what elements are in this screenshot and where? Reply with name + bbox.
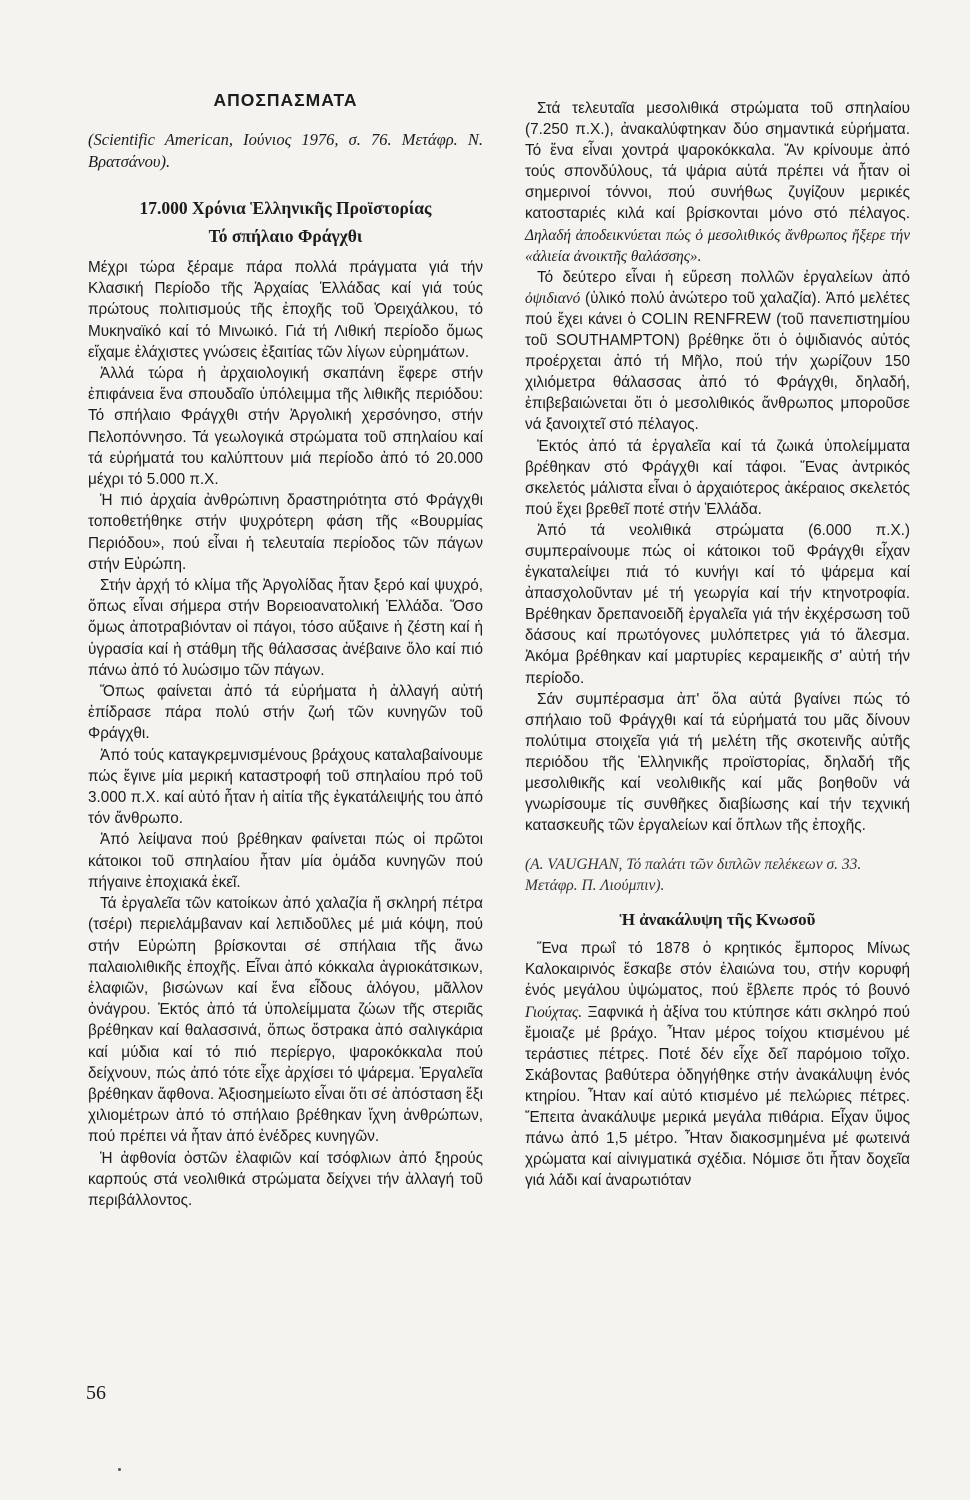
section-subtitle: Ἡ ἀνακάλυψη τῆς Κνωσοῦ (619, 910, 816, 930)
paragraph-text: Ἀπό μελέτες πού ἔχει κάνει ὁ COLIN RENFREW (τοῦ πανεπιστημίου τοῦ SOUTHAMPTON) βρέθηκε ὅτι ὁ ὀψιδιανός αὐτός προέρχεται ἀπό τή Μῆλο, πού τήν χωρίζουν 150 χιλιόμετρα θάλασσας ἀπό τό Φράγχθι, δηλαδή, ἐπιβεβαιώνεται ὅτι ὁ μεσολιθικός ἄνθρωπος μποροῦσε νά ξανοιχτεῖ στό πέλαγος. (525, 289, 911, 434)
italic-remark: Δηλαδή ἀποδεικνύεται πώς ὁ μεσολιθικός ἄνθρωπος ἤξερε τήν «ἁλιεία ἀνοικτῆς θαλάσσης». (525, 226, 910, 265)
section-title: ΑΠΟΣΠΑΣΜΑΤΑ (213, 90, 358, 110)
paragraph: Ἡ ἀφθονία ὀστῶν ἐλαφιῶν καί τσόφλιων ἀπό ξηρούς καρπούς στά νεολιθικά στρώματα δείχνει τήν ἀλλαγή τοῦ περιβάλλοντος. (88, 1149, 483, 1209)
italic-place: Γιούχτας. (525, 1003, 583, 1021)
paragraph: Ἀπό τά νεολιθικά στρώματα (6.000 π.Χ.) συμπεραίνουμε πώς οἱ κάτοικοι τοῦ Φράγχθι εἶχαν ἐγκαταλείψει πιά τό κυνήγι καί τό ψάρεμα καί ἀπασχολοῦνταν μέ τή γεωργία καί τήν κτηνοτροφία. Βρέθηκαν δρεπανοειδῆ ἐργαλεῖα γιά τήν ἐκχέρσωση τοῦ δάσους καί πρωτόγονες μυλόπετρες γιά τό ἄλεσμα. Ἀκόμα βρέθηκαν καί μαρτυρίες κεραμεικῆς σ' αὐτή τήν περίοδο. (525, 521, 910, 687)
paragraph: Ἀλλά τώρα ἡ ἀρχαιολογική σκαπάνη ἔφερε στήν ἐπιφάνεια ἕνα σπουδαῖο ὑπόλειμμα τῆς λιθικῆς περιόδου: Τό σπήλαιο Φράγχθι στήν Ἀργολική χερσόνησο, στήν Πελοπόννησο. Τά γεωλογικά στρώματα τοῦ σπηλαίου καί τά εὑρήματά του καλύπτουν μιά περίοδο ἀπό τό 20.000 μέχρι τό 5.000 π.Χ. (88, 365, 483, 489)
source-citation: (A. VAUGHAN, Τό παλάτι τῶν διπλῶν πελέκεων σ. 33. Μετάφρ. Π. Λιούμπιν). (525, 856, 862, 895)
article-subtitle: Τό σπήλαιο Φράγχθι (208, 226, 363, 246)
paragraph: Σάν συμπέρασμα ἀπ' ὅλα αὐτά βγαίνει πώς τό σπήλαιο τοῦ Φράγχθι καί τά εὑρήματά του μᾶς δίνουν πολύτιμα στοιχεῖα γιά τή μελέτη τῆς σκοτεινῆς αὐτῆς περιόδου τῆς Ἑλληνικῆς προϊστορίας, δηλαδή τῆς μεσολιθικῆς καί νεολιθικῆς καί μᾶς βοηθοῦν νά γνωρίσουμε τίς συνθῆκες διαβίωσης καί τήν τεχνική κατασκευῆς τῶν ἐργαλείων καί ὅπλων τῆς ἐποχῆς. (525, 690, 910, 835)
paragraph-text: Στά τελευταῖα μεσολιθικά στρώματα τοῦ σπηλαίου (7.250 π.Χ.), ἀνακαλύφτηκαν δύο σημαντικά εὑρήματα. Τό ἕνα εἶναι χοντρά ψαροκόκκαλα. Ἄν κρίνουμε ἀπό τούς σπονδύλους, τά ψάρια αὐτά πρέπει νά ἦταν οἱ σημερινοί τόννοι, πού συνήθως ζυγίζουν μερικές κατοσταριές κιλά καί βρίσκονται μόνο στό πέλαγος. (525, 100, 910, 223)
paragraph-text: (ὑλικό πολύ ἀνώτερο τοῦ χαλαζία). (585, 289, 821, 307)
italic-term: ὀψιδιανό (525, 289, 581, 307)
paragraph: Τά ἐργαλεῖα τῶν κατοίκων ἀπό χαλαζία ἤ σκληρή πέτρα (τσέρι) περιελάμβαναν καί λεπιδοῦλες μέ μιά κόψη, πού στήν Εὐρώπη βρίσκονται σέ σπήλαια τῆς ἄνω παλαιολιθικῆς ἐποχῆς. Εἶναι ἀπό κόκκαλα ἀγριοκάτσικων, ἐλαφιῶν, βισώνων καί ἕνα εἶδους ἀλόγου, μᾶλλον ὀνάγρου. Ἐκτός ἀπό τά ὑπολείμματα ζώων τῆς στεριᾶς βρέθηκαν καί θαλασσινά, ὅπως ὄστρακα ἀπό σαλιγκάρια καί μύδια καί τό πιό περίεργο, ψαροκόκκαλα πού δείχνουν, πώς ἀπό τότε εἶχε ἀρχίσει τό ψάρεμα. Ἐργαλεῖα βρέθηκαν ἄφθονα. Ἀξιοσημείωτο εἶναι ὅτι σέ ἀπόσταση ἕξι χιλιομέτρων ἀπό τό σπήλαιο βρέθηκαν ἴχνη ἀνθρώπων, πού πρέπει νά ἦταν ἀπό ἐνέδρες κυνηγῶν. (88, 895, 483, 1146)
paragraph-text: Ξαφνικά ἡ ἀξίνα του κτύπησε κάτι σκληρό πού ἔμοιαζε μέ βράχο. Ἦταν μέρος τοίχου κτισμένου μέ τεράστιες πέτρες. Ποτέ δέν εἶχε δεῖ παρόμοιο τοῖχο. Σκάβοντας βαθύτερα ὁδηγήθηκε στήν ἀνακάλυψη ἑνός κτηρίου. Ἦταν καί αὐτό κτισμένο μέ πελώριες πέτρες. Ἔπειτα ἀνακάλυψε μερικά μεγάλα πιθάρια. Εἶχαν ὕψος πάνω ἀπό 1,5 μέτρο. Ἦταν διακοσμημένα μέ φωτεινά χρώματα καί αἰνιγματικά σχέδια. Νόμισε ὅτι ἦταν δοχεῖα γιά λάδι καί ἀναρωτιόταν (525, 1003, 911, 1190)
source-citation: (Scientific American, Ιούνιος 1976, σ. 76. Μετάφρ. Ν. Βρατσάνου). (88, 130, 483, 171)
paragraph: Ἡ πιό ἀρχαία ἀνθρώπινη δραστηριότητα στό Φράγχθι τοποθετήθηκε στήν ψυχρότερη φάση τῆς «Βουρμίας Περιόδου», πού εἶναι ἡ τελευταία περίοδος τῶν πάγων στήν Εὐρώπη. (88, 492, 483, 573)
paragraph: Ἐκτός ἀπό τά ἐργαλεῖα καί τά ζωικά ὑπολείμματα βρέθηκαν στό Φράγχθι καί τάφοι. Ἕνας ἀντρικός σκελετός μάλιστα εἶναι ὁ ἀρχαιότερος ἀκέραιος σκελετός πού ἔχει βρεθεῖ ποτέ στήν Ἑλλάδα. (525, 437, 910, 518)
article-title: 17.000 Χρόνια Ἑλληνικῆς Προϊστορίας (139, 198, 432, 218)
left-column (88, 90, 483, 1211)
print-speck (118, 1468, 121, 1471)
paragraph-text: Τό δεύτερο εἶναι ἡ εὕρεση πολλῶν ἐργαλείων ἀπό (537, 268, 910, 286)
paragraph: Ἀπό λείψανα πού βρέθηκαν φαίνεται πώς οἱ πρῶτοι κάτοικοι τοῦ σπηλαίου ἦταν μία ὁμάδα κυνηγῶν πού πήγαινε ἐποχιακά ἐκεῖ. (88, 831, 483, 891)
paragraph: Μέχρι τώρα ξέραμε πάρα πολλά πράγματα γιά τήν Κλασική Περίοδο τῆς Ἀρχαίας Ἑλλάδας καί γιά τούς πρώτους πολιτισμούς τῆς ἐποχῆς τοῦ Ὀρειχάλκου, τό Μυκηναϊκό καί τό Μινωικό. Γιά τή Λιθική περίοδο ὅμως εἴχαμε ἐλάχιστες γνώσεις ἐξαιτίας τῶν λίγων εὑρημάτων. (88, 259, 483, 361)
right-column (525, 98, 910, 1191)
paragraph: Ἀπό τούς καταγκρεμνισμένους βράχους καταλαβαίνουμε πώς ἔγινε μία μερική καταστροφή τοῦ σπηλαίου πρό τοῦ 3.000 π.Χ. καί αὐτό ἦταν ἡ αἰτία τῆς ἐγκατάλειψής του ἀπό τόν ἄνθρωπο. (88, 746, 483, 828)
paragraph (525, 267, 910, 436)
paragraph-text: Ἕνα πρωΐ τό 1878 ὁ κρητικός ἔμπορος Μίνως Καλοκαιρινός ἔσκαβε στόν ἐλαιώνα του, στήν κορυφή ἑνός μεγάλου ὑψώματος, πού ἔβλεπε πρός τό βουνό (525, 940, 910, 1000)
paragraph (525, 938, 910, 1191)
paragraph (525, 98, 910, 267)
paragraph: Στήν ἀρχή τό κλίμα τῆς Ἀργολίδας ἦταν ξερό καί ψυχρό, ὅπως εἶναι σήμερα στήν Βορειοανατολική Ἑλλάδα. Ὅσο ὅμως ἀποτραβιόνταν οἱ πάγοι, τόσο αὔξαινε ἡ ζέστη καί ἡ ὑγρασία καί ἡ στάθμη τῆς θάλασσας ἀνέβαινε ὅλο καί πιό πάνω ἀπό τό λυώσιμο τῶν πάγων. (88, 577, 483, 679)
page-number: 56 (86, 1382, 106, 1404)
paragraph: Ὅπως φαίνεται ἀπό τά εὑρήματα ἡ ἀλλαγή αὐτή ἐπίδρασε πάρα πολύ στήν ζωή τῶν κυνηγῶν τοῦ Φράγχθι. (88, 683, 483, 743)
